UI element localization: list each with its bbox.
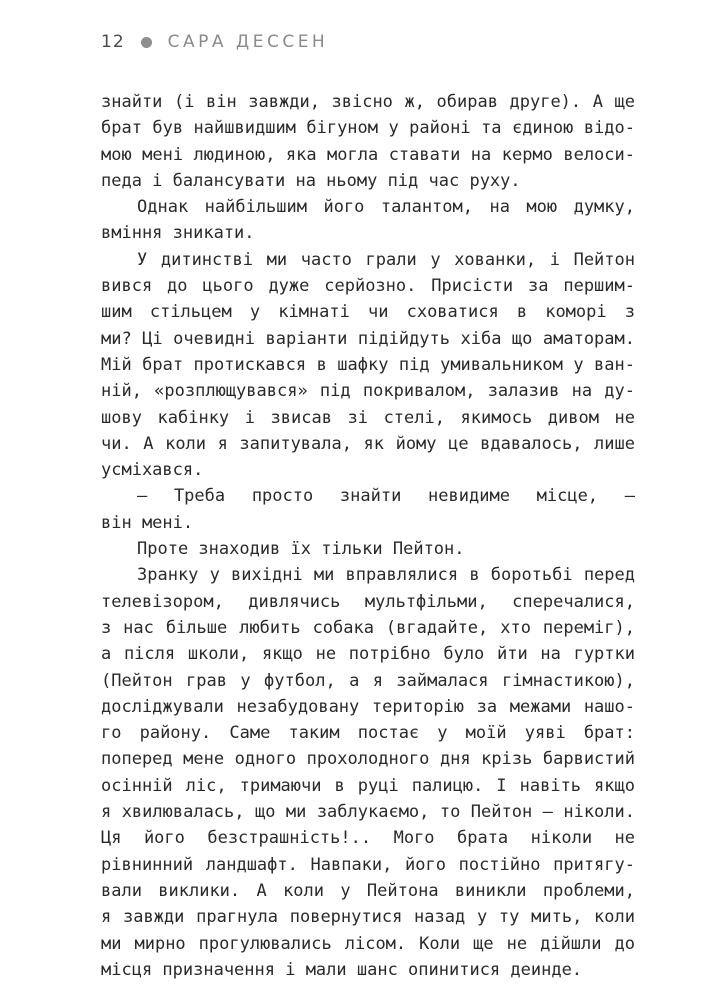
paragraph — [101, 536, 635, 562]
text-line: шову кабінку і звисав зі стелі, якимось дивом не — [101, 407, 635, 428]
text-line: Мій брат протискався в шафку під умивальником у ван- — [101, 354, 635, 375]
text-line: педа і балансувати на ньому під час руху. — [101, 170, 521, 191]
text-line: досліджували незабудовану територію за межами нашо- — [101, 696, 635, 717]
text-line: а після школи, якщо не потрібно було йти на гуртки — [101, 644, 635, 665]
text-line: рівнинний ландшафт. Навпаки, його постійно притягу- — [101, 854, 635, 875]
paragraph — [101, 247, 635, 484]
bullet-dot-icon — [141, 37, 152, 48]
text-line: У дитинстві ми часто грали у хованки, і Пейтон — [137, 249, 635, 270]
text-line: усміхався. — [101, 460, 204, 481]
text-line: я хвилювалась, що ми заблукаємо, то Пейтон — ніколи. — [101, 802, 635, 823]
text-line: (Пейтон грав у футбол, а я займалася гімнастикою), — [101, 670, 635, 691]
text-line: поперед мене одного прохолодного дня крізь барвистий — [101, 749, 635, 770]
body-text — [101, 89, 635, 983]
paragraph — [101, 483, 635, 536]
text-line: ній, «розплющувався» під покривалом, залазив на ду- — [101, 381, 635, 402]
paragraph — [101, 194, 635, 247]
text-line: вився до цього дуже серйозно. Присісти за першим- — [101, 276, 635, 297]
text-line: знайти (і він завжди, звісно ж, обирав друге). А ще — [101, 92, 635, 112]
text-line: ми мирно прогулювались лісом. Коли ще не дійшли до — [101, 933, 635, 954]
paragraph — [101, 89, 635, 194]
page-header — [101, 27, 328, 57]
paragraph — [101, 562, 635, 983]
text-line: телевізором, дивлячись мультфільми, сперечалися, — [101, 591, 635, 612]
text-line: Однак найбільшим його талантом, на мою думку, — [137, 197, 635, 218]
text-line: осінній ліс, тримаючи в руці палицю. І навіть якщо — [101, 775, 635, 796]
text-line: мою мені людиною, яка могла ставати на кермо велоси- — [101, 144, 635, 165]
text-line: я завжди прагнула повернутися назад у ту мить, коли — [101, 907, 635, 928]
page-number: 12 — [101, 32, 125, 52]
text-line: брат був найшвидшим бігуном у районі та єдиною відо- — [101, 118, 635, 139]
text-line: — Треба просто знайти невидиме місце, — — [137, 486, 635, 507]
text-line: шим стільцем у кімнаті чи сховатися в коморі з — [101, 302, 635, 323]
text-line: го району. Саме таким постає у моїй уяві брат: — [101, 723, 635, 744]
text-line: вміння зникати. — [101, 223, 255, 244]
text-line: Зранку у вихідні ми вправлялися в боротьбі перед — [137, 565, 635, 586]
text-line: він мені. — [101, 512, 194, 533]
text-line: Проте знаходив їх тільки Пейтон. — [137, 539, 465, 560]
text-line: чи. А коли я запитувала, як йому це вдавалось, лише — [101, 433, 635, 454]
text-line: ми? Ці очевидні варіанти підійдуть хіба що аматорам. — [101, 328, 635, 349]
text-line: вали виклики. А коли у Пейтона виникли проблеми, — [101, 880, 635, 901]
text-line: з нас більше любить собака (вгадайте, хто переміг), — [101, 617, 635, 638]
text-line: Ця його безстрашність!.. Мого брата ніколи не — [101, 828, 635, 849]
text-line: місця призначення і мали шанс опинитися деинде. — [101, 959, 583, 980]
running-head-author: САРА ДЕССЕН — [167, 32, 329, 52]
